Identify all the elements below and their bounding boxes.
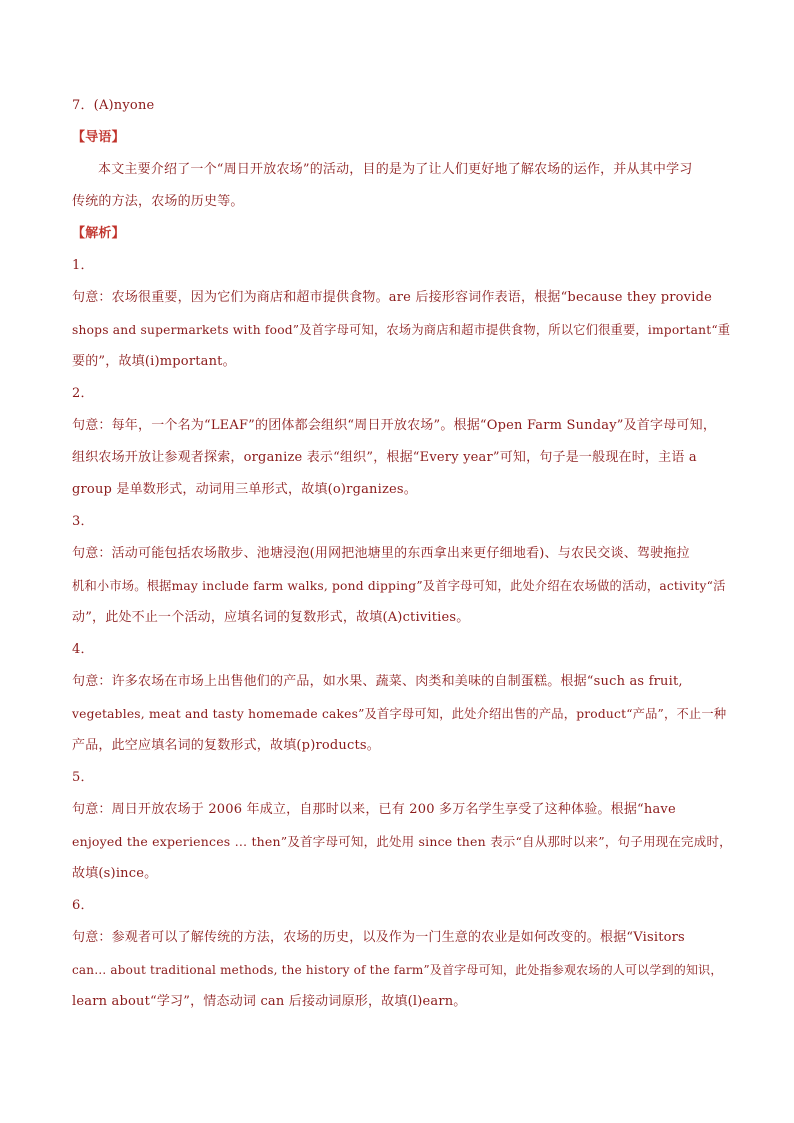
item-line: 要的”，故填(i)mportant。 [72, 354, 236, 369]
answer-7: 7．(A)nyone [72, 98, 155, 113]
item-line: learn about“学习”，情态动词 can 后接动词原形，故填(l)earn。 [72, 994, 467, 1009]
item-line: can… about traditional methods, the history of the farm”及首字母可知，此处指参观农场的人可以学到的知识， [72, 963, 723, 977]
item-line: 句意：农场很重要，因为它们为商店和超市提供食物。are 后接形容词作表语，根据“because they provide [72, 290, 712, 305]
item-line: 组织农场开放让参观者探索，organize 表示“组织”，根据“Every year”可知，句子是一般现在时，主语 a [72, 450, 697, 465]
item-line: 机和小市场。根据may include farm walks, pond dipping”及首字母可知，此处介绍在农场做的活动，activity“活 [72, 579, 726, 593]
item-line: 句意：活动可能包括农场散步、池塘浸泡(用网把池塘里的东西拿出来更仔细地看)、与农民交谈、驾驶拖拉 [72, 546, 690, 561]
item-line: enjoyed the experiences … then”及首字母可知，此处用 since then 表示“自从那时以来”，句子用现在完成时， [72, 834, 732, 849]
item-line: 句意：周日开放农场于 2006 年成立，自那时以来，已有 200 多万名学生享受了这种体验。根据“have [72, 802, 676, 817]
item-line: 动”，此处不止一个活动，应填名词的复数形式，故填(A)ctivities。 [72, 610, 470, 625]
item-line: group 是单数形式，动词用三单形式，故填(o)rganizes。 [72, 482, 417, 497]
item-line: 产品，此空应填名词的复数形式，故填(p)roducts。 [72, 738, 380, 753]
item-line: 句意：每年，一个名为“LEAF”的团体都会组织“周日开放农场”。根据“Open Farm Sunday”及首字母可知， [72, 418, 717, 433]
item-number: 2． [72, 386, 94, 401]
analysis-heading: 【解析】 [72, 226, 125, 241]
guide-text-line-1: 本文主要介绍了一个“周日开放农场”的活动，目的是为了让人们更好地了解农场的运作，并从其中学习 [98, 162, 693, 177]
item-line: 句意：参观者可以了解传统的方法，农场的历史，以及作为一门生意的农业是如何改变的。根据“Visitors [72, 930, 685, 945]
item-number: 6． [72, 898, 94, 913]
item-line: 故填(s)ince。 [72, 866, 158, 881]
item-line: shops and supermarkets with food”及首字母可知，农场为商店和超市提供食物，所以它们很重要，important“重 [72, 323, 731, 337]
guide-heading: 【导语】 [72, 130, 125, 145]
item-number: 5． [72, 770, 94, 785]
item-number: 1． [72, 258, 94, 273]
item-line: 句意：许多农场在市场上出售他们的产品，如水果、蔬菜、肉类和美味的自制蛋糕。根据“such as fruit, [72, 674, 683, 689]
item-line: vegetables, meat and tasty homemade cakes”及首字母可知，此处介绍出售的产品，product“产品”，不止一种 [72, 707, 727, 721]
item-number: 4． [72, 642, 94, 657]
guide-text-line-2: 传统的方法，农场的历史等。 [72, 194, 244, 209]
item-number: 3． [72, 514, 94, 529]
